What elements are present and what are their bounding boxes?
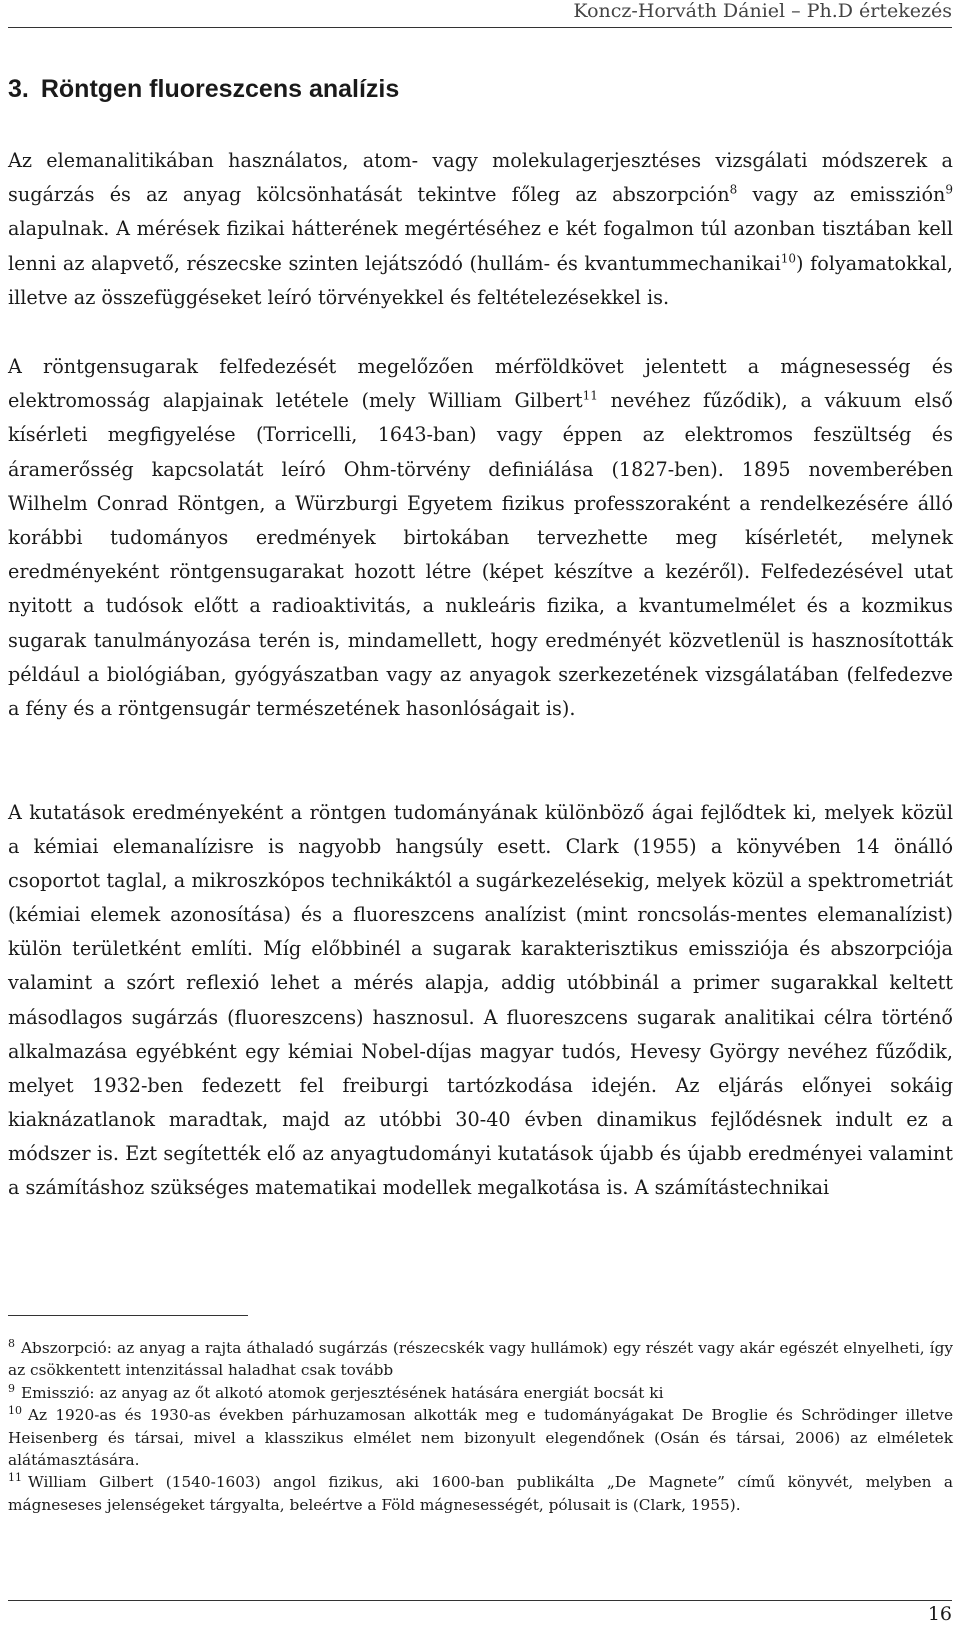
paragraph-1-text-b: vagy az emisszión	[737, 183, 946, 207]
page-number: 16	[927, 1603, 952, 1625]
footnote-mark: 11	[8, 1471, 22, 1485]
footnote-separator	[8, 1315, 248, 1316]
section-number: 3.	[8, 75, 29, 103]
footnote-ref-11[interactable]: 11	[582, 388, 598, 403]
paragraph-2-text-a: A röntgensugarak felfedezését megelőzően mérföldkövet jelentett a mágnesesség és elektromosság alapjainak letétele (mely William Gilbert	[8, 355, 953, 413]
footnote-10	[8, 1404, 953, 1471]
paragraph-1	[8, 144, 953, 315]
footnote-11	[8, 1471, 953, 1516]
paragraph-2-text-b: nevéhez fűződik), a vákuum első kísérleti megfigyelése (Torricelli, 1643-ban) vagy éppen az elektromos feszültség és áramerősség kapcsolatát leíró Ohm-törvény definiálása (1827-ben). 1895 novemberében Wilhelm Conrad Röntgen, a Würzburgi Egyetem fizikus professzoraként a rendelkezésére álló korábbi tudományos eredmények birtokában tervezhette meg kísérletét, melynek eredményeként röntgensugarakat hozott létre (képet készítve a kezéről). Felfedezésével utat nyitott a tudósok előtt a radioaktivitás, a nukleáris fizika, a kvantumelmélet és a kozmikus sugarak tanulmányozása terén is, mindamellett, hogy eredményét közvetlenül is hasznosították például a biológiában, gyógyászatban vagy az anyagok szerkezetének vizsgálatában (felfedezve a fény és a röntgensugár természetének hasonlóságait is).	[8, 389, 953, 721]
footnote-text: Emisszió: az anyag az őt alkotó atomok gerjesztésének hatására energiát bocsát ki	[21, 1383, 664, 1402]
footnote-ref-10[interactable]: 10	[780, 251, 797, 266]
footnote-mark: 10	[8, 1404, 22, 1418]
footnote-9	[8, 1382, 953, 1404]
running-header: Koncz-Horváth Dániel – Ph.D értekezés	[573, 0, 952, 22]
section-title: Röntgen fluoreszcens analízis	[40, 75, 400, 103]
footnote-8	[8, 1337, 953, 1382]
footnote-mark: 8	[8, 1336, 15, 1350]
paragraph-2	[8, 350, 953, 726]
footnote-text: Abszorpció: az anyag a rajta áthaladó sugárzás (részecskék vagy hullámok) egy részét vagy akár egészét elnyelheti, így az csökkentett intenzitással haladhat csak tovább	[8, 1339, 953, 1380]
footnote-ref-8[interactable]: 8	[729, 182, 738, 197]
paragraph-3: A kutatások eredményeként a röntgen tudományának különböző ágai fejlődtek ki, melyek közül a kémiai elemanalízisre is nagyobb hangsúly esett. Clark (1955) a könyvében 14 önálló csoportot taglal, a mikroszkópos technikáktól a sugárkezelésekig, melyek közül a spektrometriát (kémiai elemek azonosítása) és a fluoreszcens analízist (mint roncsolás-mentes elemanalízist) külön területként említi. Míg előbbinél a sugarak karakterisztikus emissziója és abszorpciója valamint a szórt reflexió lehet a mérés alapja, addig utóbbinál a primer sugarakkal keltett másodlagos sugárzás (fluoreszcens) hasznosul. A fluoreszcens sugarak analitikai célra történő alkalmazása egyébként egy kémiai Nobel-díjas magyar tudós, Hevesy György nevéhez fűződik, melyet 1932-ben fedezett fel freiburgi tartózkodása idején. Az eljárás előnyei sokáig kiaknázatlanok maradtak, majd az utóbbi 30-40 évben dinamikus fejlődésnek indult ez a módszer is. Ezt segítették elő az anyagtudományi kutatások újabb és újabb eredményei valamint a számításhoz szükséges matematikai modellek megalkotása is. A számítástechnikai	[8, 801, 953, 1200]
footer-rule	[8, 1600, 952, 1601]
footnotes	[8, 1337, 953, 1516]
paragraph-1-text-a: Az elemanalitikában használatos, atom- vagy molekulagerjesztéses vizsgálati módszerek a sugárzás és az anyag kölcsönhatását tekintve főleg az abszorpción	[8, 149, 953, 207]
footnote-text: William Gilbert (1540-1603) angol fizikus, aki 1600-ban publikálta „De Magnete” című könyvét, melyben a mágneseses jelenségeket tárgyalta, beleértve a Föld mágnesességét, pólusait is (Clark, 1955).	[8, 1473, 953, 1514]
footnote-mark: 9	[8, 1381, 15, 1395]
paragraph-1-text-d: ) folyamatokkal, illetve az összefüggéseket leíró törvényekkel és feltételezésekkel is.	[8, 251, 953, 309]
header-rule	[8, 27, 952, 28]
footnote-ref-9[interactable]: 9	[945, 182, 953, 197]
footnote-text: Az 1920-as és 1930-as években párhuzamosan alkották meg e tudományágakat De Broglie és Schrödinger illetve Heisenberg és társai, mivel a klasszikus elmélet nem bizonyult elegendőnek (Osán és társai, 2006) az elméletek alátámasztására.	[8, 1406, 953, 1470]
section-heading	[8, 75, 399, 104]
paragraph-1-text-c: alapulnak. A mérések fizikai hátterének megértéséhez e két fogalmon túl azonban tisztában kell lenni az alapvető, részecske szinten lejátszódó (hullám- és kvantummechanikai	[8, 217, 953, 275]
